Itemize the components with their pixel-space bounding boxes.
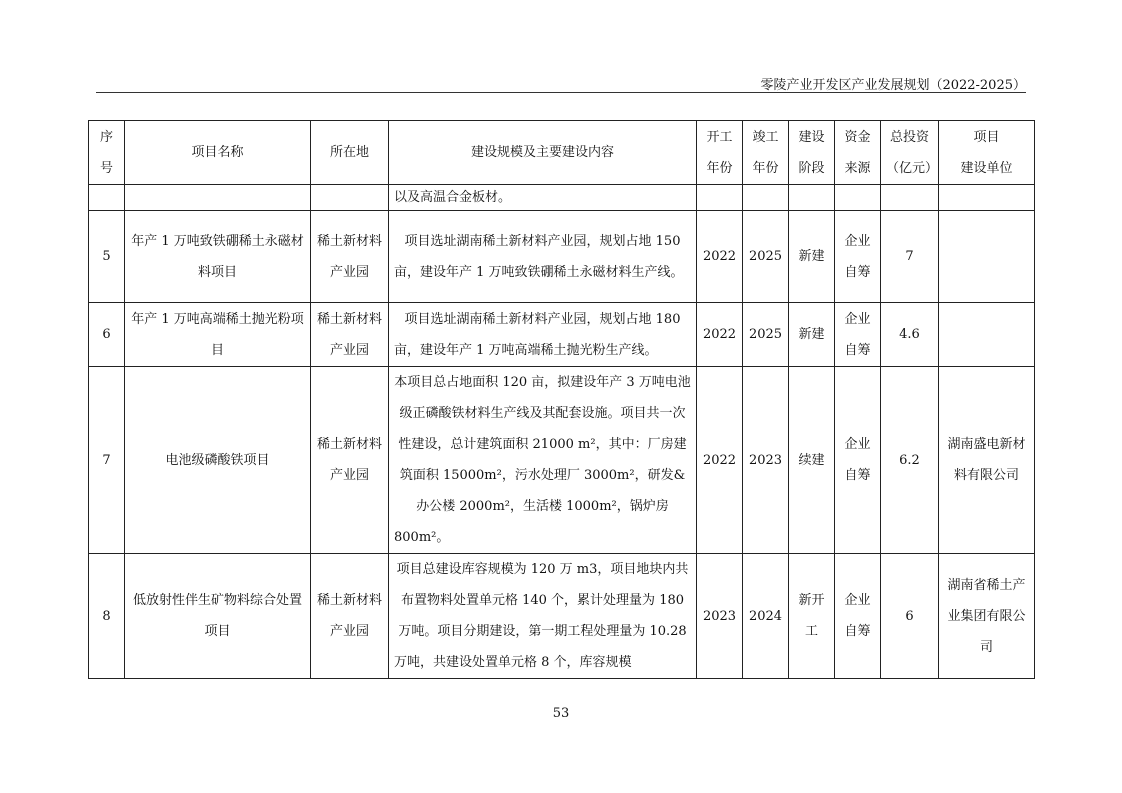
col-header-investment: 总投资 （亿元）: [881, 121, 939, 185]
cell-unit: [939, 211, 1035, 303]
cell-investment: 7: [881, 211, 939, 303]
table-row: [89, 211, 1035, 303]
cell-content: 项目选址湖南稀土新材料产业园，规划占地 180 亩，建设年产 1 万吨高端稀土抛光粉生产线。: [389, 303, 697, 367]
cell-name: 电池级磷酸铁项目: [125, 367, 311, 554]
cell-stage: 续建: [789, 367, 835, 554]
cell-name: 低放射性伴生矿物料综合处置项目: [125, 554, 311, 679]
cell-content: 以及高温合金板材。: [389, 185, 697, 211]
cell-end-year: 2024: [743, 554, 789, 679]
col-header-end-year: 竣工 年份: [743, 121, 789, 185]
cell-start-year: 2023: [697, 554, 743, 679]
cell-content: 项目总建设库容规模为 120 万 m3，项目地块内共布置物料处置单元格 140 个，累计处理量为 180 万吨。项目分期建设，第一期工程处理量为 10.28 万吨，共建设处置单元格 8 个，库容规模: [389, 554, 697, 679]
cell-unit: 湖南盛电新材料有限公司: [939, 367, 1035, 554]
cell-location: 稀土新材料产业园: [311, 367, 389, 554]
cell-end-year: [743, 185, 789, 211]
cell-start-year: 2022: [697, 367, 743, 554]
cell-investment: 4.6: [881, 303, 939, 367]
table-row: [89, 185, 1035, 211]
cell-investment: 6: [881, 554, 939, 679]
col-header-start-year: 开工 年份: [697, 121, 743, 185]
table-header-row: [89, 121, 1035, 185]
cell-unit: [939, 303, 1035, 367]
project-table: [88, 120, 1035, 679]
cell-location: 稀土新材料产业园: [311, 211, 389, 303]
cell-start-year: [697, 185, 743, 211]
cell-unit: 湖南省稀土产业集团有限公司: [939, 554, 1035, 679]
page-header-title: 零陵产业开发区产业发展规划（2022-2025）: [760, 78, 1026, 93]
col-header-name: 项目名称: [125, 121, 311, 185]
cell-seq: 8: [89, 554, 125, 679]
page-number: 53: [552, 706, 570, 721]
cell-end-year: 2023: [743, 367, 789, 554]
cell-stage: 新建: [789, 303, 835, 367]
header-rule: [96, 92, 1026, 93]
cell-unit: [939, 185, 1035, 211]
cell-stage: 新开工: [789, 554, 835, 679]
cell-fund: 企业自筹: [835, 303, 881, 367]
table-row: [89, 554, 1035, 679]
cell-seq: 7: [89, 367, 125, 554]
cell-seq: 5: [89, 211, 125, 303]
cell-fund: 企业自筹: [835, 367, 881, 554]
cell-end-year: 2025: [743, 211, 789, 303]
col-header-unit: 项目 建设单位: [939, 121, 1035, 185]
cell-location: 稀土新材料产业园: [311, 554, 389, 679]
cell-fund: 企业自筹: [835, 211, 881, 303]
cell-name: [125, 185, 311, 211]
table-row: [89, 303, 1035, 367]
col-header-location: 所在地: [311, 121, 389, 185]
col-header-stage: 建设 阶段: [789, 121, 835, 185]
cell-content: 本项目总占地面积 120 亩，拟建设年产 3 万吨电池级正磷酸铁材料生产线及其配套设施。项目共一次性建设，总计建筑面积 21000 m²，其中：厂房建筑面积 15000m²，污水处理厂 3000m²，研发&办公楼 2000m²，生活楼 1000m²，锅炉房 800m²。: [389, 367, 697, 554]
cell-investment: 6.2: [881, 367, 939, 554]
cell-location: [311, 185, 389, 211]
col-header-fund: 资金 来源: [835, 121, 881, 185]
cell-stage: [789, 185, 835, 211]
cell-fund: 企业自筹: [835, 554, 881, 679]
table-row: [89, 367, 1035, 554]
cell-name: 年产 1 万吨致铁硼稀土永磁材料项目: [125, 211, 311, 303]
cell-fund: [835, 185, 881, 211]
cell-location: 稀土新材料产业园: [311, 303, 389, 367]
col-header-seq: 序 号: [89, 121, 125, 185]
cell-start-year: 2022: [697, 303, 743, 367]
cell-start-year: 2022: [697, 211, 743, 303]
cell-stage: 新建: [789, 211, 835, 303]
cell-end-year: 2025: [743, 303, 789, 367]
cell-investment: [881, 185, 939, 211]
cell-seq: [89, 185, 125, 211]
col-header-content: 建设规模及主要建设内容: [389, 121, 697, 185]
cell-content: 项目选址湖南稀土新材料产业园，规划占地 150 亩，建设年产 1 万吨致铁硼稀土永磁材料生产线。: [389, 211, 697, 303]
cell-seq: 6: [89, 303, 125, 367]
cell-name: 年产 1 万吨高端稀土抛光粉项目: [125, 303, 311, 367]
